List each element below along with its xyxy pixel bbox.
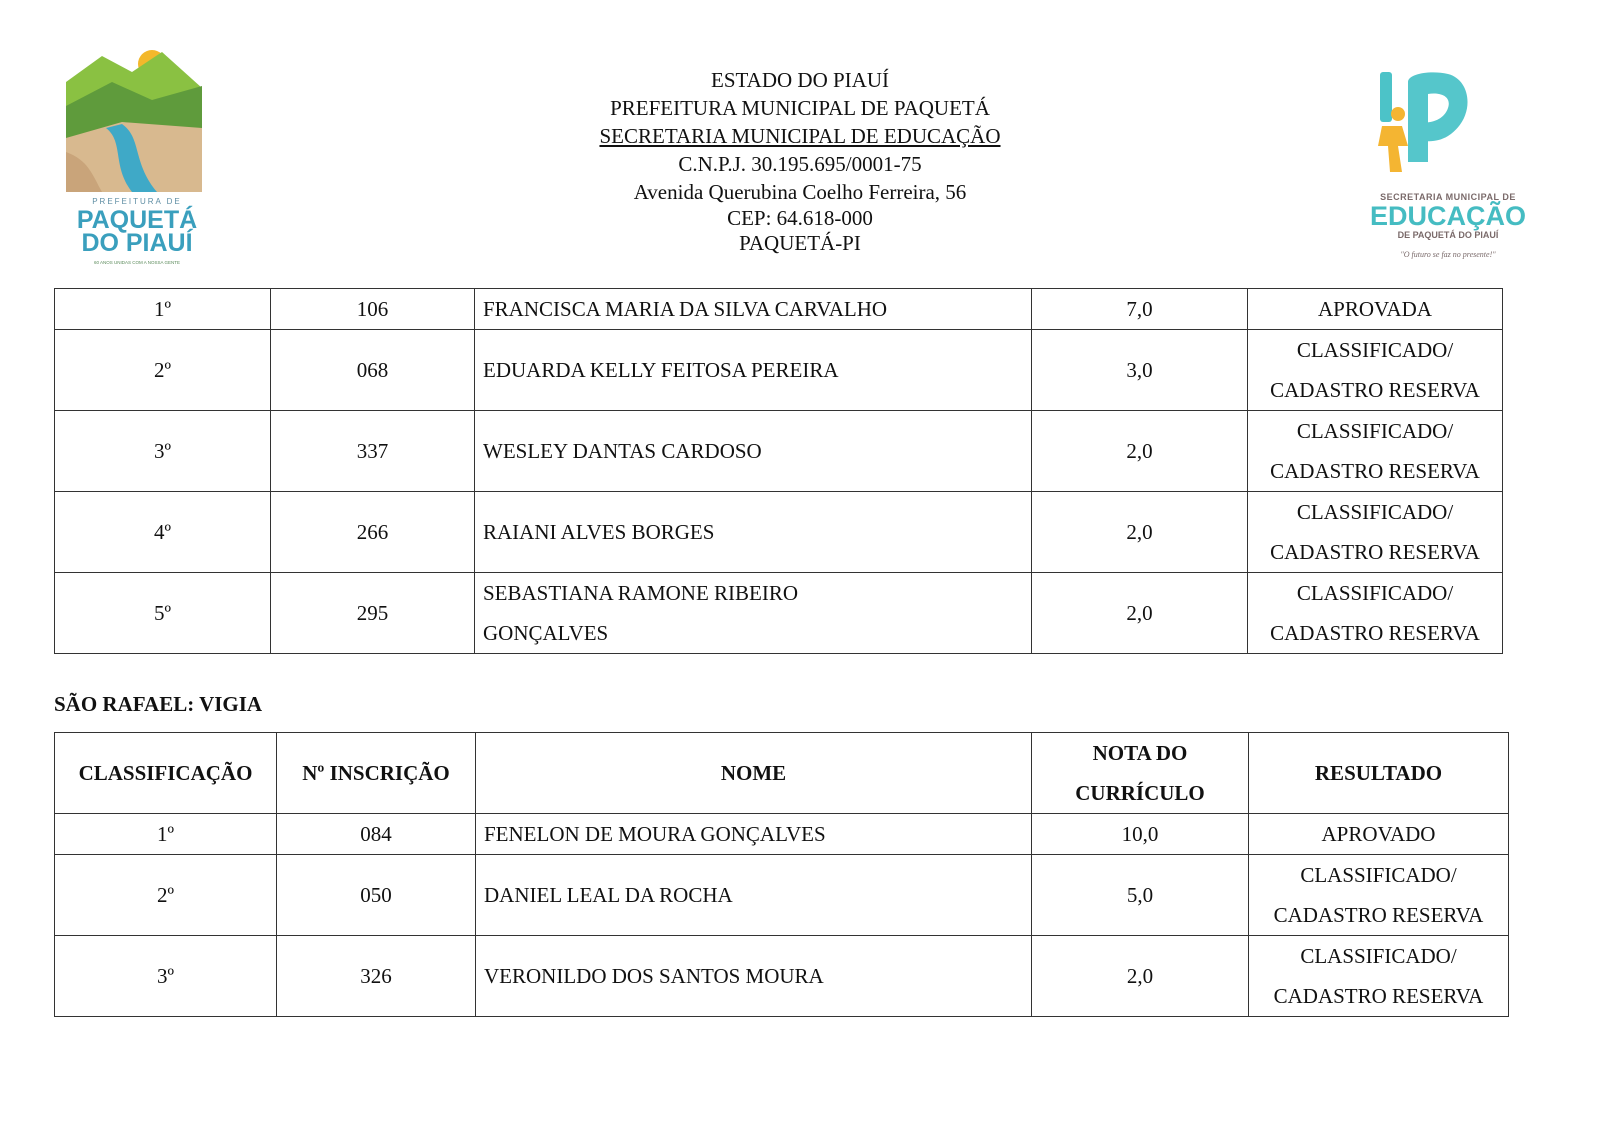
results-table-continuation — [54, 288, 1503, 654]
table-row — [55, 573, 1503, 654]
cell-classificacao: 5º — [55, 573, 271, 654]
cell-nota: 7,0 — [1032, 289, 1248, 330]
svg-text:60 ANOS UNIDAS COM A NOSSA GEN: 60 ANOS UNIDAS COM A NOSSA GENTE — [93, 260, 181, 265]
cell-nome — [475, 330, 1032, 411]
cell-nome-line: RAIANI ALVES BORGES — [483, 520, 715, 544]
cell-resultado — [1249, 855, 1509, 936]
cell-resultado-line: CADASTRO RESERVA — [1270, 540, 1480, 564]
secretaria-educacao-logo — [1368, 62, 1528, 272]
cell-inscricao: 068 — [271, 330, 475, 411]
header-cnpj: C.N.P.J. 30.195.695/0001-75 — [678, 152, 922, 176]
header-nota-line2: CURRÍCULO — [1075, 781, 1205, 805]
cell-inscricao: 295 — [271, 573, 475, 654]
cell-classificacao: 1º — [55, 289, 271, 330]
cell-resultado-line: CLASSIFICADO/ — [1296, 581, 1454, 605]
cell-resultado — [1249, 936, 1509, 1017]
cell-nome-line: DANIEL LEAL DA ROCHA — [484, 883, 733, 907]
cell-resultado — [1248, 573, 1503, 654]
svg-text:EDUCAÇÃO: EDUCAÇÃO — [1369, 201, 1527, 231]
cell-inscricao: 084 — [277, 814, 476, 855]
cell-nome — [475, 573, 1032, 654]
prefeitura-paqueta-logo — [62, 42, 212, 268]
cell-inscricao: 106 — [271, 289, 475, 330]
cell-resultado — [1248, 492, 1503, 573]
table-row — [55, 330, 1503, 411]
cell-classificacao: 3º — [55, 411, 271, 492]
cell-nome — [476, 855, 1032, 936]
header-prefeitura: PREFEITURA MUNICIPAL DE PAQUETÁ — [610, 96, 990, 120]
cell-resultado-line: CADASTRO RESERVA — [1273, 903, 1484, 927]
cell-nome-line: FRANCISCA MARIA DA SILVA CARVALHO — [483, 297, 888, 321]
results-table-sao-rafael-vigia — [54, 732, 1509, 1017]
cell-resultado-line: CLASSIFICADO/ — [1296, 500, 1454, 524]
cell-classificacao: 3º — [55, 936, 277, 1017]
cell-nome-line: WESLEY DANTAS CARDOSO — [483, 439, 762, 463]
cell-nome-line: SEBASTIANA RAMONE RIBEIRO — [483, 581, 799, 605]
cell-classificacao: 1º — [55, 814, 277, 855]
cell-nome — [475, 289, 1032, 330]
cell-nome-line: VERONILDO DOS SANTOS MOURA — [484, 964, 824, 988]
cell-nota: 10,0 — [1032, 814, 1249, 855]
table-row — [55, 492, 1503, 573]
cell-nota: 3,0 — [1032, 330, 1248, 411]
cell-resultado-line: CLASSIFICADO/ — [1296, 338, 1454, 362]
cell-nota: 5,0 — [1032, 855, 1249, 936]
header-cep: CEP: 64.618-000 — [727, 206, 873, 230]
header-state: ESTADO DO PIAUÍ — [711, 68, 889, 92]
cell-nota: 2,0 — [1032, 936, 1249, 1017]
cell-resultado-line: CADASTRO RESERVA — [1273, 984, 1484, 1008]
cell-resultado-line: CADASTRO RESERVA — [1270, 621, 1480, 645]
table-row — [55, 936, 1509, 1017]
cell-nota: 2,0 — [1032, 411, 1248, 492]
header-nome: NOME — [476, 733, 1032, 814]
cell-inscricao: 337 — [271, 411, 475, 492]
cell-nota: 2,0 — [1032, 492, 1248, 573]
cell-resultado-line: CLASSIFICADO/ — [1296, 419, 1454, 443]
cell-nome — [475, 492, 1032, 573]
cell-resultado — [1248, 411, 1503, 492]
section-title-sao-rafael-vigia: SÃO RAFAEL: VIGIA — [54, 692, 263, 716]
svg-text:"O futuro se faz no presente!": "O futuro se faz no presente!" — [1400, 250, 1496, 259]
svg-text:DE PAQUETÁ DO PIAUÍ: DE PAQUETÁ DO PIAUÍ — [1397, 230, 1499, 240]
svg-text:PREFEITURA DE: PREFEITURA DE — [92, 197, 182, 206]
cell-nome — [476, 814, 1032, 855]
table-row — [55, 855, 1509, 936]
cell-classificacao: 2º — [55, 330, 271, 411]
header-nota-line1: NOTA DO — [1092, 741, 1188, 765]
cell-resultado-line: APROVADA — [1318, 297, 1432, 321]
cell-nome-line: GONÇALVES — [483, 621, 609, 645]
svg-text:PAQUETÁ: PAQUETÁ — [76, 206, 198, 234]
table-row — [55, 814, 1509, 855]
cell-nota: 2,0 — [1032, 573, 1248, 654]
cell-resultado-line: CLASSIFICADO/ — [1300, 863, 1457, 887]
cell-nome — [475, 411, 1032, 492]
header-address: Avenida Querubina Coelho Ferreira, 56 — [633, 180, 967, 204]
header-classificacao: CLASSIFICAÇÃO — [55, 733, 277, 814]
cell-inscricao: 266 — [271, 492, 475, 573]
cell-resultado — [1248, 330, 1503, 411]
table-header-row — [55, 733, 1509, 814]
cell-nome — [476, 936, 1032, 1017]
header-secretaria: SECRETARIA MUNICIPAL DE EDUCAÇÃO — [599, 124, 1001, 148]
cell-nome-line: FENELON DE MOURA GONÇALVES — [484, 822, 826, 846]
document-header — [500, 66, 1100, 257]
cell-inscricao: 326 — [277, 936, 476, 1017]
cell-resultado-line: APROVADO — [1321, 822, 1436, 846]
cell-resultado-line: CADASTRO RESERVA — [1270, 459, 1480, 483]
cell-resultado-line: CLASSIFICADO/ — [1300, 944, 1457, 968]
cell-resultado — [1249, 814, 1509, 855]
cell-classificacao: 4º — [55, 492, 271, 573]
cell-inscricao: 050 — [277, 855, 476, 936]
svg-text:SECRETARIA MUNICIPAL DE: SECRETARIA MUNICIPAL DE — [1380, 192, 1516, 202]
cell-resultado — [1248, 289, 1503, 330]
cell-nome-line: EDUARDA KELLY FEITOSA PEREIRA — [483, 358, 839, 382]
header-city: PAQUETÁ-PI — [739, 231, 861, 255]
cell-resultado-line: CADASTRO RESERVA — [1270, 378, 1480, 402]
table-row — [55, 411, 1503, 492]
svg-text:DO PIAUÍ: DO PIAUÍ — [81, 229, 193, 257]
header-nota — [1032, 733, 1249, 814]
header-inscricao: Nº INSCRIÇÃO — [277, 733, 476, 814]
table-row — [55, 289, 1503, 330]
header-resultado: RESULTADO — [1249, 733, 1509, 814]
cell-classificacao: 2º — [55, 855, 277, 936]
